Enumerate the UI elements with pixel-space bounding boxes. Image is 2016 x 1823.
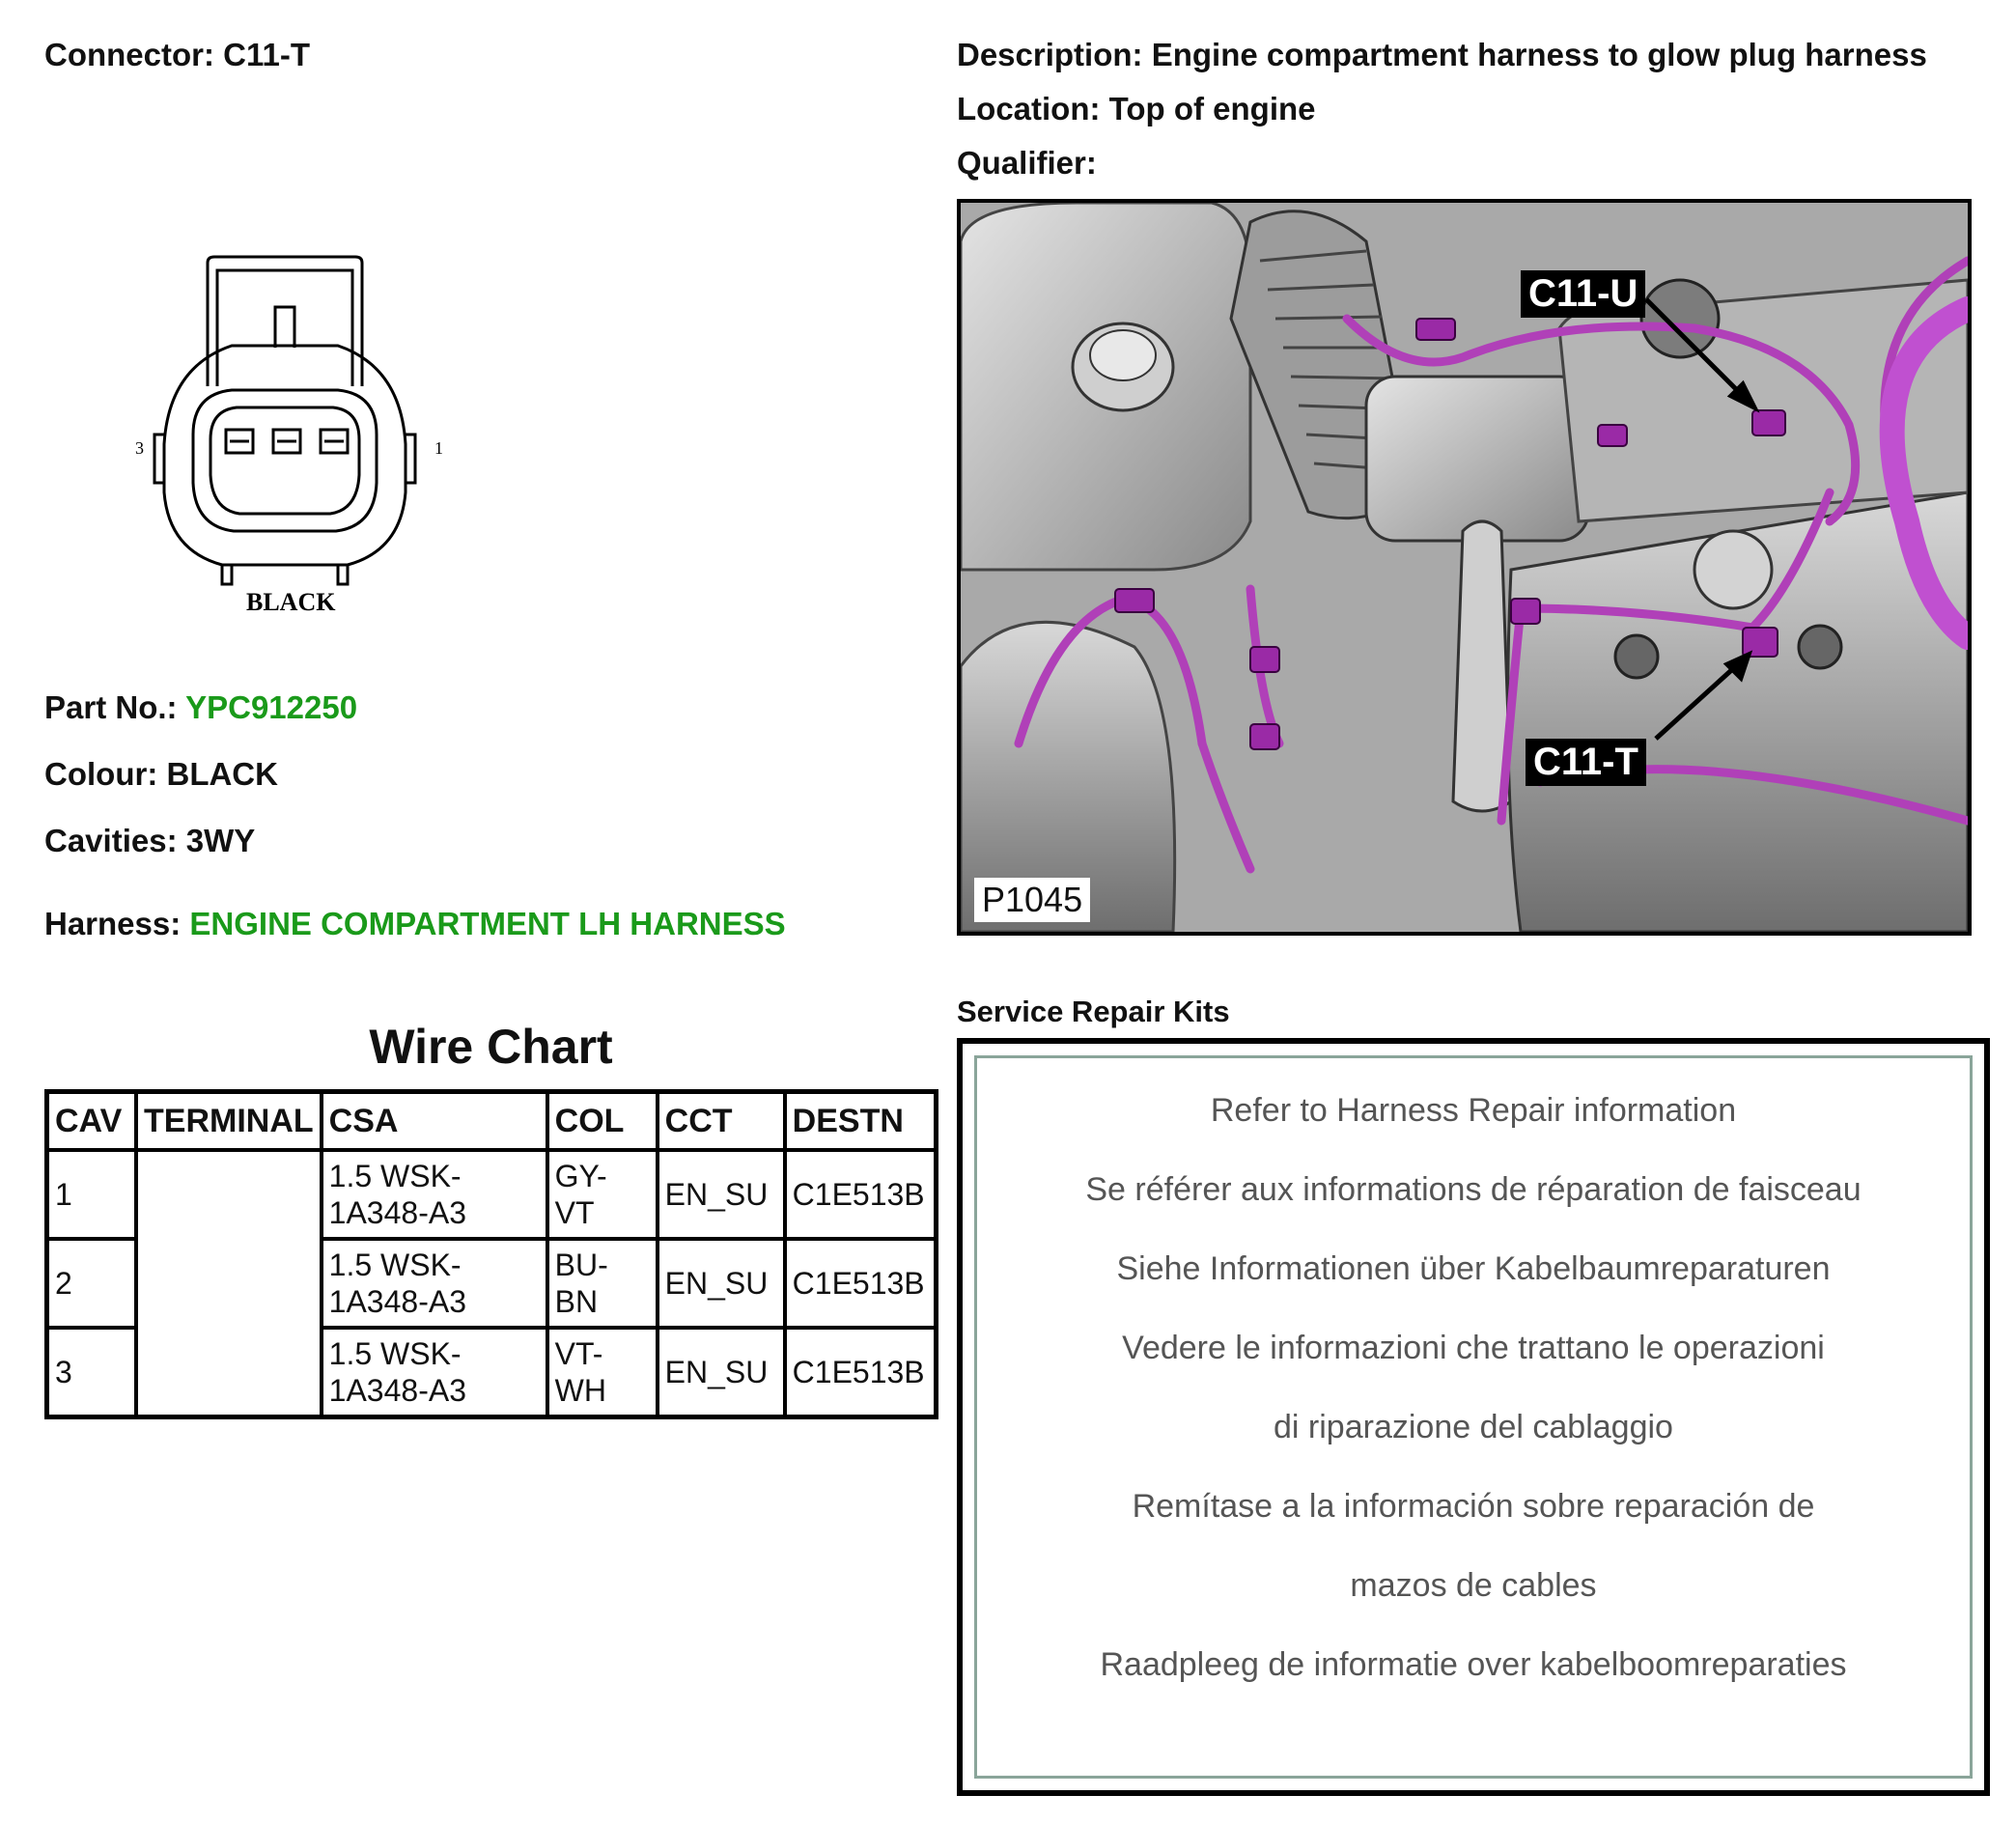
kit-line: Se référer aux informations de réparation de faisceau bbox=[1085, 1171, 1862, 1208]
wire-chart-title: Wire Chart bbox=[369, 1020, 613, 1074]
harness-link[interactable]: ENGINE COMPARTMENT LH HARNESS bbox=[189, 906, 786, 941]
header-csa: CSA bbox=[322, 1092, 547, 1151]
header-destn: DESTN bbox=[785, 1092, 937, 1151]
cavities-value: 3WY bbox=[185, 823, 256, 858]
cell-destn: C1E513B bbox=[785, 1328, 937, 1417]
connector-heading bbox=[44, 37, 310, 73]
connector-c11-u-marker bbox=[1752, 410, 1785, 435]
colour-value: BLACK bbox=[166, 756, 278, 792]
cell-col: VT- WH bbox=[547, 1328, 658, 1417]
part-number-link[interactable]: YPC912250 bbox=[185, 689, 358, 725]
cavities-row bbox=[44, 823, 255, 859]
cell-cct: EN_SU bbox=[658, 1150, 785, 1239]
cell-cav: 2 bbox=[47, 1239, 137, 1328]
terminal-cavities bbox=[226, 430, 348, 453]
location-row bbox=[957, 91, 1316, 127]
cavities-label: Cavities: bbox=[44, 823, 178, 858]
image-reference-label: P1045 bbox=[974, 878, 1090, 922]
cell-terminal bbox=[136, 1150, 322, 1417]
kit-line: Vedere le informazioni che trattano le operazioni bbox=[1122, 1330, 1825, 1366]
engine-illustration bbox=[961, 203, 1968, 932]
kits-inner-frame bbox=[974, 1055, 1973, 1779]
cell-destn: C1E513B bbox=[785, 1239, 937, 1328]
cell-csa: 1.5 WSK- 1A348-A3 bbox=[322, 1239, 547, 1328]
cell-csa: 1.5 WSK- 1A348-A3 bbox=[322, 1150, 547, 1239]
harness-row bbox=[44, 906, 786, 942]
cell-destn: C1E513B bbox=[785, 1150, 937, 1239]
part-number-row bbox=[44, 689, 357, 726]
connector-c11-t-marker bbox=[1743, 628, 1778, 657]
wire-chart-table bbox=[44, 1089, 938, 1419]
harness-label: Harness: bbox=[44, 906, 182, 941]
header-col: COL bbox=[547, 1092, 658, 1151]
kit-line: di riparazione del cablaggio bbox=[1274, 1409, 1673, 1445]
kit-line: Siehe Informationen über Kabelbaumreparaturen bbox=[1116, 1250, 1831, 1287]
table-row bbox=[47, 1150, 937, 1239]
colour-row bbox=[44, 756, 278, 793]
cell-cav: 1 bbox=[47, 1150, 137, 1239]
wire-chart-header-row bbox=[47, 1092, 937, 1151]
header-cct: CCT bbox=[658, 1092, 785, 1151]
kits-title: Service Repair Kits bbox=[957, 995, 1230, 1028]
callout-c11-u: C11-U bbox=[1521, 270, 1645, 318]
pin-label-right: 1 bbox=[434, 438, 443, 458]
location-label: Location: bbox=[957, 91, 1101, 126]
kit-line: mazos de cables bbox=[1350, 1567, 1597, 1604]
cell-cct: EN_SU bbox=[658, 1328, 785, 1417]
qualifier-label: Qualifier: bbox=[957, 145, 1097, 181]
kit-line: Refer to Harness Repair information bbox=[1210, 1092, 1737, 1129]
cell-col: BU- BN bbox=[547, 1239, 658, 1328]
callout-c11-t: C11-T bbox=[1526, 739, 1646, 786]
colour-label: Colour: bbox=[44, 756, 158, 792]
cell-col: GY- VT bbox=[547, 1150, 658, 1239]
location-value: Top of engine bbox=[1108, 91, 1316, 126]
cell-csa: 1.5 WSK- 1A348-A3 bbox=[322, 1328, 547, 1417]
connector-label: Connector: bbox=[44, 37, 214, 72]
header-cav: CAV bbox=[47, 1092, 137, 1151]
description-label: Description: bbox=[957, 37, 1143, 72]
engine-location-image bbox=[957, 199, 1972, 936]
kit-line: Remítase a la información sobre reparación de bbox=[1132, 1488, 1815, 1525]
description-row bbox=[957, 37, 1927, 73]
connector-colour-caption: BLACK bbox=[246, 588, 336, 616]
connector-face-diagram bbox=[126, 251, 463, 618]
kit-line: Raadpleeg de informatie over kabelboomreparaties bbox=[1100, 1646, 1847, 1683]
kits-box bbox=[957, 1038, 1990, 1796]
pin-label-left: 3 bbox=[135, 438, 144, 458]
cell-cct: EN_SU bbox=[658, 1239, 785, 1328]
description-value: Engine compartment harness to glow plug harness bbox=[1151, 37, 1927, 72]
part-number-label: Part No.: bbox=[44, 689, 178, 725]
header-terminal: TERMINAL bbox=[136, 1092, 322, 1151]
connector-value: C11-T bbox=[223, 37, 311, 72]
cell-cav: 3 bbox=[47, 1328, 137, 1417]
